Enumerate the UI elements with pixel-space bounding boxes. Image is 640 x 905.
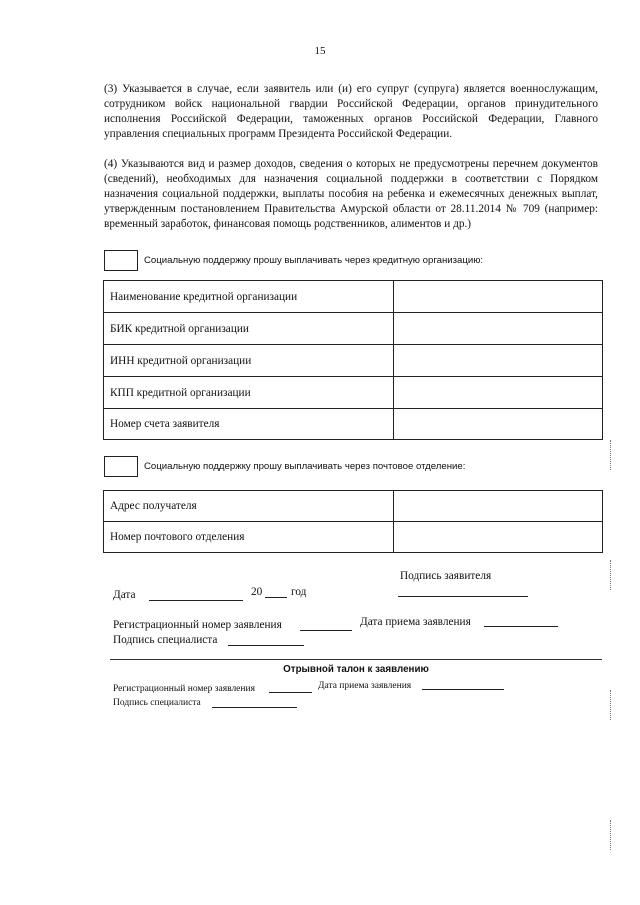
- coupon-title: Отрывной талон к заявлению: [283, 664, 429, 675]
- post-option-label: Социальную поддержку прошу выплачивать через почтовое отделение:: [144, 461, 466, 472]
- table-row: [104, 345, 603, 377]
- table-row: [104, 491, 603, 522]
- table-row: [104, 313, 603, 345]
- account-number-field[interactable]: [394, 409, 603, 440]
- date-label: Дата: [113, 589, 136, 601]
- coupon-accept-date-line[interactable]: [422, 680, 504, 690]
- reg-number-label: Регистрационный номер заявления: [113, 619, 282, 631]
- reg-number-line[interactable]: [300, 620, 352, 631]
- footnote-4: (4) Указываются вид и размер доходов, сведения о которых не предусмотрены перечнем документов (сведений), необходимых для назначения социальной поддержки в соответствии с Порядком назначения социальной поддержки, выплаты пособия на ребенка и ежемесячных денежных выплат, утвержденным постановлением Правительства Амурской области от 28.11.2014 № 709 (например: временный заработок, финансовая помощь родственников, алиментов и др.): [104, 158, 598, 230]
- table-row: [104, 377, 603, 409]
- bank-option-label: Социальную поддержку прошу выплачивать через кредитную организацию:: [144, 255, 484, 266]
- post-office-number-field[interactable]: [394, 522, 603, 553]
- year-line[interactable]: [265, 587, 287, 598]
- kpp-label: КПП кредитной организации: [104, 377, 394, 409]
- table-row: [104, 409, 603, 440]
- scan-edge-mark: [610, 690, 612, 720]
- inn-field[interactable]: [394, 345, 603, 377]
- bank-name-label: Наименование кредитной организации: [104, 281, 394, 313]
- bank-option-checkbox[interactable]: [104, 250, 138, 271]
- bik-label: БИК кредитной организации: [104, 313, 394, 345]
- applicant-signature-label: Подпись заявителя: [400, 570, 492, 582]
- post-option-checkbox[interactable]: [104, 456, 138, 477]
- accept-date-line[interactable]: [484, 616, 558, 627]
- scan-edge-mark: [610, 820, 612, 850]
- coupon-specialist-label: Подпись специалиста: [113, 698, 201, 708]
- year-suffix: год: [291, 586, 307, 598]
- coupon-reg-number-line[interactable]: [269, 683, 312, 693]
- footnote-3: (3) Указывается в случае, если заявитель или (и) его супруг (супруга) является военнослужащим, сотрудником войск национальной гвардии Российской Федерации, органов принудительного исполнения Российской Федерации, таможенных органов Российской Федерации, Главного управления специальных программ Президента Российской Федерации.: [104, 83, 598, 140]
- recipient-address-label: Адрес получателя: [104, 491, 394, 522]
- bank-name-field[interactable]: [394, 281, 603, 313]
- scan-edge-mark: [610, 440, 612, 470]
- page-number: 15: [314, 45, 326, 57]
- scan-edge-mark: [610, 560, 612, 590]
- bik-field[interactable]: [394, 313, 603, 345]
- date-line[interactable]: [149, 590, 243, 601]
- coupon-reg-number-label: Регистрационный номер заявления: [113, 684, 255, 694]
- applicant-signature-line[interactable]: [398, 586, 528, 597]
- year-prefix: 20: [251, 586, 263, 598]
- table-row: [104, 281, 603, 313]
- inn-label: ИНН кредитной организации: [104, 345, 394, 377]
- specialist-signature-label: Подпись специалиста: [113, 634, 218, 646]
- account-number-label: Номер счета заявителя: [104, 409, 394, 440]
- recipient-address-field[interactable]: [394, 491, 603, 522]
- post-office-number-label: Номер почтового отделения: [104, 522, 394, 553]
- coupon-specialist-line[interactable]: [212, 698, 297, 708]
- coupon-accept-date-label: Дата приема заявления: [318, 681, 412, 691]
- specialist-signature-line[interactable]: [228, 635, 304, 646]
- cut-line: [110, 659, 602, 660]
- bank-details-table: [103, 280, 603, 440]
- kpp-field[interactable]: [394, 377, 603, 409]
- accept-date-label: Дата приема заявления: [360, 616, 471, 628]
- post-details-table: [103, 490, 603, 553]
- table-row: [104, 522, 603, 553]
